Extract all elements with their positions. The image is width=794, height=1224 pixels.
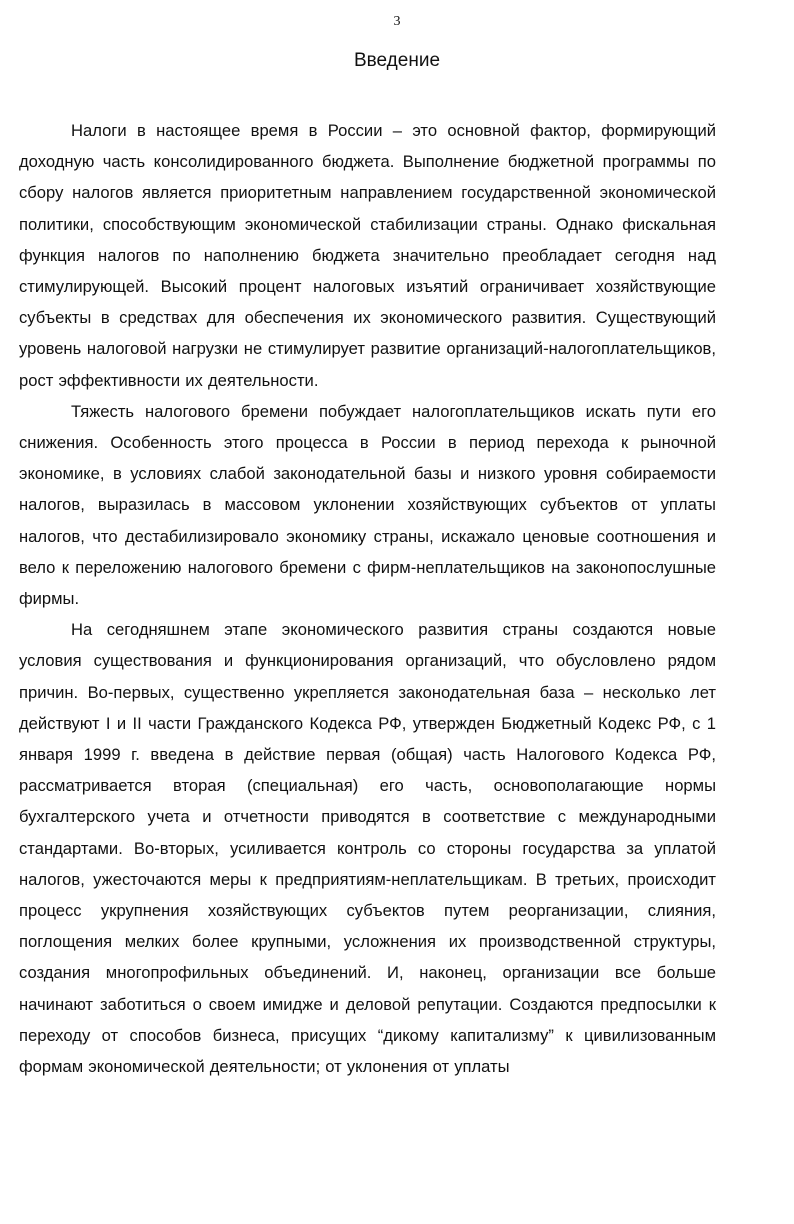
page-number: 3 — [393, 14, 401, 29]
paragraph-1: Налоги в настоящее время в России – это основной фактор, формирующий доходную часть консолидированного бюджета. Выполнение бюджетной программы по сбору налогов является приоритетным направлением государственной экономической политики, способствующим экономической стабилизации страны. Однако фискальная функция налогов по наполнению бюджета значительно преобладает сегодня над стимулирующей. Высокий процент налоговых изъятий ограничивает хозяйствующие субъекты в средствах для обеспечения их экономического развития. Существующий уровень налоговой нагрузки не стимулирует развитие организаций-налогоплательщиков, рост эффективности их деятельности. — [19, 121, 716, 390]
page-title: Введение — [353, 50, 441, 71]
document-body — [19, 115, 716, 1082]
paragraph-3: На сегодняшнем этапе экономического развития страны создаются новые условия существования и функционирования организаций, что обусловлено рядом причин. Во-первых, существенно укрепляется законодательная база – несколько лет действуют I и II части Гражданского Кодекса РФ, утвержден Бюджетный Кодекс РФ, с 1 января 1999 г. введена в действие первая (общая) часть Налогового Кодекса РФ, рассматривается вторая (специальная) его часть, основополагающие нормы бухгалтерского учета и отчетности приводятся в соответствие с международными стандартами. Во-вторых, усиливается контроль со стороны государства за уплатой налогов, ужесточаются меры к предприятиям-неплательщикам. В третьих, происходит процесс укрупнения хозяйствующих субъектов путем реорганизации, слияния, поглощения мелких более крупными, усложнения их производственной структуры, создания многопрофильных объединений. И, наконец, организации все больше начинают заботиться о своем имидже и деловой репутации. Создаются предпосылки к переходу от способов бизнеса, присущих “дикому капитализму” к цивилизованным формам экономической деятельности; от уклонения от уплаты — [19, 620, 716, 1077]
paragraph-2: Тяжесть налогового бремени побуждает налогоплательщиков искать пути его снижения. Особенность этого процесса в России в период перехода к рыночной экономике, в условиях слабой законодательной базы и низкого уровня собираемости налогов, выразилась в массовом уклонении хозяйствующих субъектов от уплаты налогов, что дестабилизировало экономику страны, искажало ценовые соотношения и вело к переложению налогового бремени с фирм-неплательщиков на законопослушные фирмы. — [19, 401, 716, 609]
